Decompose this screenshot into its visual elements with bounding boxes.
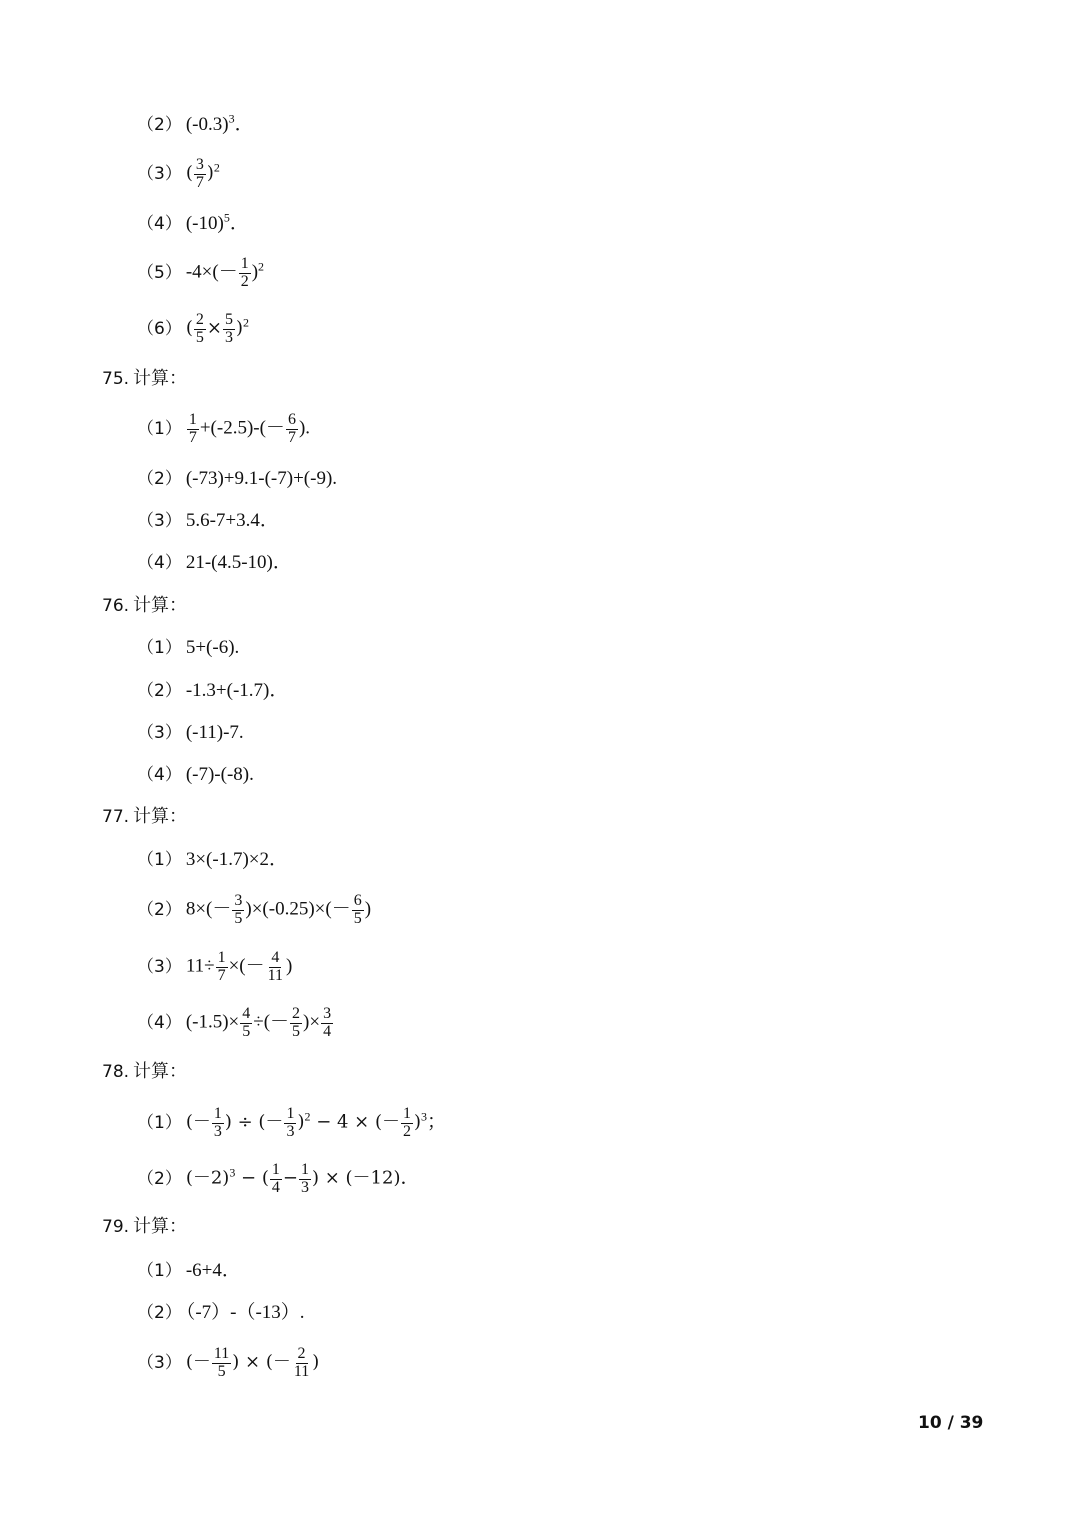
item-label: （4）	[137, 553, 182, 573]
item-label: （2）	[137, 115, 182, 135]
fraction: $\frac{3}{5}$	[234, 892, 243, 927]
problem-78-2: （2） $(-2)^3$ − ( $\frac{1}{4}$ − $\frac{1}{3}$ ) × (－12)．	[137, 1161, 420, 1196]
problem-76-2: （2） -1.3+(-1.7)．	[137, 680, 289, 701]
item-label: （1）	[137, 1261, 182, 1281]
item-label: （2）	[137, 681, 182, 701]
item-label: （2）	[137, 1303, 182, 1323]
problem-75-2: （2） (-73)+9.1-(-7)+(-9).	[137, 468, 338, 489]
fraction: $\frac{6}{7}$	[287, 411, 296, 446]
question-79-heading: 79. 计算：	[102, 1216, 188, 1237]
problem-74-4: （4） $(-10)^5$．	[137, 210, 249, 234]
problem-76-1: （1） 5+(-6).	[137, 637, 240, 658]
problem-75-3: （3） 5.6-7+3.4．	[137, 510, 279, 531]
fraction: $\frac{2}{11}$	[293, 1345, 310, 1380]
problem-76-3: （3） (-11)-7.	[137, 722, 244, 743]
problem-75-4: （4） 21-(4.5-10)．	[137, 552, 292, 573]
fraction: $\frac{1}{3}$	[300, 1161, 309, 1196]
fraction: $\frac{4}{5}$	[242, 1005, 251, 1040]
fraction: $\frac{5}{3}$	[224, 311, 233, 346]
item-label: （3）	[137, 511, 182, 531]
item-label: （5）	[137, 262, 182, 283]
item-label: （2）	[137, 469, 182, 489]
fraction: $\frac{1}{7}$	[188, 411, 197, 446]
fraction: $\frac{1}{7}$	[217, 949, 226, 984]
problem-77-2: （2） 8×(－ $\frac{3}{5}$ )×(-0.25)×(－ $\frac{6}{5}$ )	[137, 892, 372, 927]
fraction: $\frac{1}{2}$	[403, 1105, 411, 1140]
problem-77-4: （4） (-1.5)× $\frac{4}{5}$ ÷(－ $\frac{2}{5}$ )× $\frac{3}{4}$	[137, 1005, 332, 1040]
fraction: $\frac{2}{5}$	[292, 1005, 301, 1040]
problem-74-2: （2） $(-0.3)^3$．	[137, 111, 254, 135]
item-label: （3）	[137, 163, 182, 184]
item-label: （3）	[137, 1352, 182, 1373]
fraction: $\frac{1}{2}$	[240, 255, 249, 290]
item-label: （3）	[137, 723, 182, 743]
question-75-heading: 75. 计算：	[102, 368, 188, 389]
fraction: $\frac{6}{5}$	[353, 892, 362, 927]
problem-74-6: （6） ( $\frac{2}{5}$ × $\frac{5}{3}$ )$^2$	[137, 311, 249, 346]
question-77-heading: 77. 计算：	[102, 806, 188, 827]
item-label: （3）	[137, 956, 182, 977]
item-label: （4）	[137, 214, 182, 234]
fraction: $\frac{3}{4}$	[323, 1005, 332, 1040]
item-label: （1）	[137, 850, 182, 870]
problem-79-2: （2） （-7）-（-13）.	[137, 1302, 305, 1323]
problem-79-3: （3） (－ $\frac{11}{5}$ ) × (－ $\frac{2}{11}$ )	[137, 1345, 320, 1380]
problem-74-3: （3） ( $\frac{3}{7}$ )$^2$	[137, 156, 220, 191]
page-number: 10 / 39	[918, 1413, 984, 1433]
fraction: $\frac{1}{3}$	[213, 1105, 222, 1140]
item-label: （2）	[137, 1168, 182, 1189]
question-78-heading: 78. 计算：	[102, 1061, 188, 1082]
problem-77-1: （1） 3×(-1.7)×2．	[137, 849, 288, 870]
problem-78-1: （1） (－ $\frac{1}{3}$ ) ÷ (－ $\frac{1}{3}$ )$^2$ − 4 × (－ $\frac{1}{2}$ )$^3$；	[137, 1105, 447, 1140]
item-label: （1）	[137, 638, 182, 658]
problem-76-4: （4） (-7)-(-8).	[137, 764, 254, 785]
item-label: （1）	[137, 1112, 182, 1133]
item-label: （4）	[137, 1012, 182, 1033]
fraction: $\frac{1}{3}$	[286, 1105, 295, 1140]
problem-75-1: （1） $\frac{1}{7}$ +(-2.5)-(－ $\frac{6}{7}$ ).	[137, 411, 311, 446]
question-76-heading: 76. 计算：	[102, 595, 188, 616]
problem-79-1: （1） -6+4．	[137, 1260, 241, 1281]
fraction: $\frac{2}{5}$	[195, 311, 204, 346]
item-label: （1）	[137, 418, 182, 439]
fraction: $\frac{1}{4}$	[271, 1161, 280, 1196]
item-label: （4）	[137, 765, 182, 785]
item-label: （2）	[137, 899, 182, 920]
fraction: $\frac{11}{5}$	[213, 1345, 230, 1380]
fraction: $\frac{3}{7}$	[195, 156, 204, 191]
problem-74-5: （5） -4×(－ $\frac{1}{2}$ )$^2$	[137, 255, 265, 290]
fraction: $\frac{4}{11}$	[267, 949, 284, 984]
item-label: （6）	[137, 318, 182, 339]
problem-77-3: （3） 11÷ $\frac{1}{7}$ ×(－ $\frac{4}{11}$ )	[137, 949, 293, 984]
